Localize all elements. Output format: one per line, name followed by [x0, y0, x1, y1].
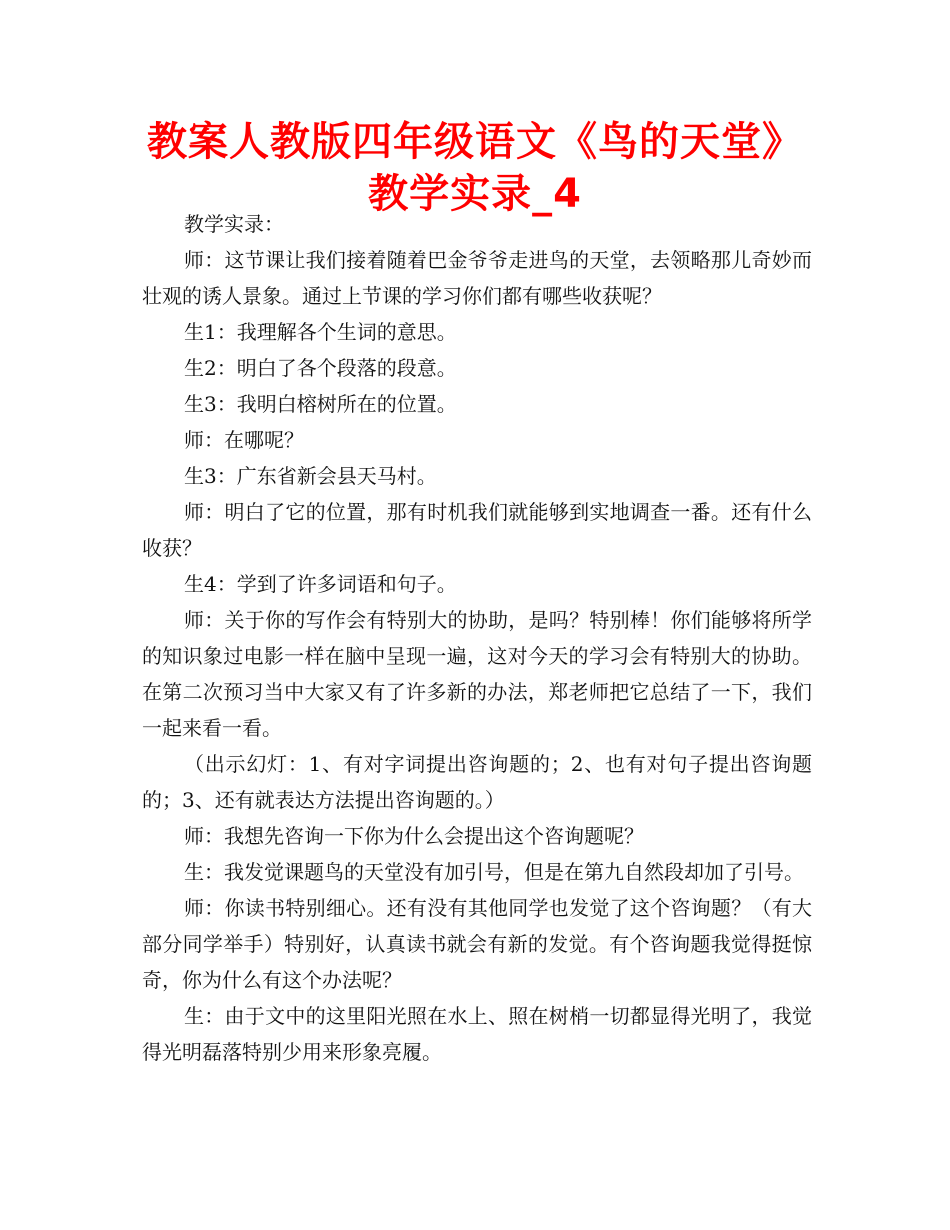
paragraph: 师：我想先咨询一下你为什么会提出这个咨询题呢？	[184, 824, 644, 848]
paragraph: 生1：我理解各个生词的意思。	[184, 320, 457, 344]
document-body	[142, 206, 812, 1070]
paragraph: 生2：明白了各个段落的段意。	[184, 356, 457, 380]
paragraph: 生：我发觉课题鸟的天堂没有加引号，但是在第九自然段却加了引号。	[184, 860, 804, 884]
paragraph: （出示幻灯：1、有对字词提出咨询题的；2、也有对句子提出咨询题的；3、还有就表达方法提出咨询题的。）	[142, 752, 812, 812]
paragraph: 师：你读书特别细心。还有没有其他同学也发觉了这个咨询题？（有大部分同学举手）特别好，认真读书就会有新的发觉。有个咨询题我觉得挺惊奇，你为什么有这个办法呢？	[142, 896, 812, 992]
paragraph: 师：明白了它的位置，那有时机我们就能够到实地调查一番。还有什么收获？	[142, 500, 812, 560]
paragraph: 生3：我明白榕树所在的位置。	[184, 392, 457, 416]
paragraph: 师：这节课让我们接着随着巴金爷爷走进鸟的天堂，去领略那儿奇妙而壮观的诱人景象。通过上节课的学习你们都有哪些收获呢？	[142, 248, 812, 308]
document-title: 教案人教版四年级语文《鸟的天堂》教学实录_4	[147, 119, 803, 217]
paragraph: 生：由于文中的这里阳光照在水上、照在树梢一切都显得光明了，我觉得光明磊落特别少用来形象亮履。	[142, 1004, 812, 1064]
paragraph: 生3：广东省新会县天马村。	[184, 464, 437, 488]
paragraph: 师：关于你的写作会有特别大的协助，是吗？特别棒！你们能够将所学的知识象过电影一样在脑中呈现一遍，这对今天的学习会有特别大的协助。在第二次预习当中大家又有了许多新的办法，郑老师把它总结了一下，我们一起来看一看。	[142, 608, 812, 740]
paragraph: 生4：学到了许多词语和句子。	[184, 572, 457, 596]
paragraph: 师：在哪呢？	[184, 428, 304, 452]
paragraph: 教学实录：	[184, 212, 284, 236]
